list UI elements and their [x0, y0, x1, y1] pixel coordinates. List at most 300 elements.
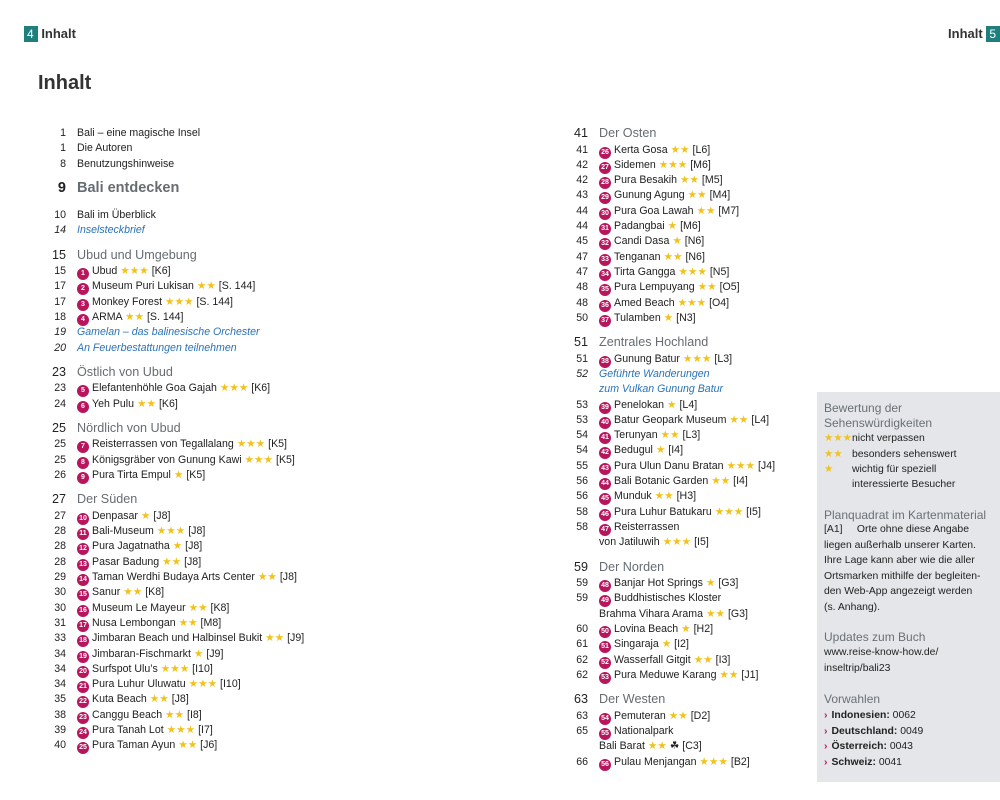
- map-grid-reference: [S. 144]: [218, 280, 256, 293]
- toc-entry-text: [599, 459, 775, 475]
- sight-name: Pasar Badung: [92, 555, 160, 568]
- sight-name: Surfspot Ulu’s: [92, 662, 158, 675]
- sight-number-badge: 17: [77, 620, 89, 632]
- toc-page-number: 54: [576, 429, 588, 442]
- toc-entry-text: [77, 708, 202, 724]
- sight-name: Pura Ulun Danu Bratan: [614, 459, 724, 472]
- toc-page-number: 62: [576, 668, 588, 681]
- sight-number-badge: 34: [599, 269, 611, 281]
- rating-stars-icon: ★★: [136, 397, 156, 410]
- map-grid-reference: [M4]: [709, 189, 731, 202]
- toc-right-column: [566, 126, 816, 786]
- map-grid-reference: [K5]: [268, 438, 287, 451]
- toc-page-number: 15: [54, 265, 66, 277]
- sight-number-badge: 24: [77, 727, 89, 739]
- rating-stars-icon: ★: [667, 398, 677, 411]
- right-page-number: 5: [986, 26, 1000, 42]
- country-name: Österreich:: [831, 741, 887, 752]
- country-name: Deutschland:: [831, 725, 898, 737]
- sight-number-badge: 5: [77, 385, 89, 397]
- toc-entry-text: [77, 723, 213, 739]
- rating-stars-icon: ★★: [705, 607, 725, 620]
- map-grid-reference: [J8]: [279, 571, 297, 583]
- sight-number-badge: 27: [599, 162, 611, 174]
- toc-page-number: 1: [60, 142, 66, 155]
- rating-title-line-2: Sehenswürdigkeiten: [824, 416, 933, 430]
- sight-name: Taman Werdhi Budaya Arts Center: [92, 571, 255, 583]
- toc-page-number: 41: [576, 143, 588, 156]
- rating-stars-icon: ★★★: [682, 352, 712, 365]
- sight-name: Tulamben: [614, 311, 661, 324]
- rating-stars-icon: ★: [193, 647, 204, 660]
- rating-stars-icon: ★★★: [658, 158, 688, 171]
- map-grid-reference: [M6]: [690, 158, 711, 171]
- toc-entry-text: [599, 474, 748, 490]
- sight-number-badge: 40: [599, 417, 611, 429]
- map-grid-reference: [K8]: [145, 586, 165, 599]
- map-grid-reference: [J4]: [757, 459, 776, 472]
- map-grid-reference: [J8]: [153, 509, 171, 522]
- map-grid-reference: [M6]: [680, 220, 701, 232]
- rating-stars-icon: ★: [172, 540, 183, 553]
- toc-page-number: 53: [576, 398, 588, 411]
- map-grid-reference: [I10]: [220, 678, 241, 691]
- sight-number-badge: 42: [599, 447, 611, 459]
- toc-entry-text: [599, 352, 732, 368]
- toc-page-number: 44: [576, 204, 588, 217]
- sight-number-badge: 45: [599, 493, 611, 505]
- toc-entry-text: Der Osten: [599, 126, 657, 140]
- rating-stars-icon: ★: [681, 622, 691, 635]
- updates-url-line[interactable]: www.reise-know-how.de/: [824, 647, 939, 658]
- sight-number-badge: 35: [599, 284, 611, 296]
- toc-page-number: 66: [576, 755, 588, 768]
- rating-stars-icon: ★★: [719, 668, 739, 681]
- rating-stars-icon: ★★: [697, 281, 717, 294]
- toc-entry-text: [599, 637, 689, 653]
- sight-name: Tenganan: [614, 250, 661, 263]
- toc-entry-text: [77, 555, 201, 571]
- rating-stars-icon: ★: [824, 464, 834, 475]
- rating-stars-icon: ★: [667, 220, 678, 232]
- toc-entry-text: [599, 280, 740, 296]
- rating-stars-icon: ★★: [162, 555, 182, 568]
- toc-entry-text: Bali – eine magische Insel: [77, 127, 201, 139]
- rating-stars-icon: ★★★: [165, 295, 194, 308]
- sight-number-badge: 16: [77, 605, 89, 617]
- toc-entry-text: [599, 188, 730, 204]
- toc-page-number: 28: [54, 555, 66, 568]
- toc-entry-text: [599, 755, 750, 771]
- rating-stars-icon: ★★: [124, 310, 144, 323]
- toc-entry-text: zum Vulkan Gunung Batur: [599, 383, 724, 396]
- rating-stars-icon: ★★: [178, 616, 198, 629]
- rating-stars-icon: ★★: [188, 601, 208, 614]
- toc-entry-text: [599, 250, 705, 266]
- map-grid-reference: [M5]: [701, 174, 723, 187]
- toc-page-number: 48: [576, 296, 588, 309]
- rating-description: nicht verpassen: [852, 433, 925, 444]
- sight-name: Pura Tanah Lot: [92, 724, 164, 736]
- toc-entry-text: Benutzungshinweise: [77, 157, 175, 170]
- chevron-right-icon: ›: [824, 741, 828, 752]
- toc-page-number: 63: [573, 692, 588, 707]
- page-title: Inhalt: [38, 72, 92, 94]
- toc-page-number: 48: [576, 281, 588, 294]
- toc-entry-text: [599, 413, 769, 429]
- map-grid-reference: [I3]: [715, 653, 731, 666]
- toc-page-number: 45: [576, 235, 588, 248]
- rating-stars-icon: ★★: [196, 280, 216, 293]
- toc-entry-text: [599, 653, 730, 669]
- sight-name: Reisterrassen: [614, 520, 680, 533]
- sight-name: Reisterrassen von Tegallalang: [92, 438, 234, 451]
- map-grid-reference: [J9]: [287, 632, 305, 645]
- rating-stars-icon: ★★★: [156, 525, 186, 538]
- toc-entry-text: [599, 591, 721, 607]
- toc-entry-text: [599, 234, 704, 250]
- sight-number-badge: 19: [77, 651, 89, 663]
- sight-name: Terunyan: [614, 429, 658, 442]
- toc-entry-text: [599, 204, 739, 220]
- sight-name: Canggu Beach: [92, 708, 163, 721]
- map-grid-reference: [M7]: [718, 204, 740, 217]
- rating-description: besonders sehenswert: [852, 448, 957, 460]
- sight-number-badge: 18: [77, 635, 89, 647]
- rating-description: wichtig für speziell: [852, 464, 937, 475]
- toc-page-number: 28: [54, 540, 66, 553]
- map-grid-reference: [K8]: [210, 601, 230, 614]
- rating-stars-icon: ★★★: [824, 433, 852, 444]
- toc-page-number: 47: [576, 265, 588, 278]
- sight-number-badge: 15: [77, 589, 89, 601]
- sight-name: Pura Meduwe Karang: [614, 668, 717, 681]
- sight-name: von Jatiluwih: [599, 536, 660, 549]
- rating-stars-icon: ★★: [165, 708, 185, 721]
- sight-name: Gunung Agung: [614, 189, 685, 202]
- toc-page-number: 40: [54, 739, 66, 752]
- toc-page-number: 10: [54, 208, 66, 221]
- sight-name: Bali Barat: [599, 740, 645, 753]
- sight-name: Padangbai: [614, 220, 665, 232]
- sight-name: Banjar Hot Springs: [614, 577, 703, 589]
- sight-name: Yeh Pulu: [92, 397, 135, 410]
- plan-description-line: [A1] Orte ohne diese Angabe: [824, 524, 969, 535]
- sight-number-badge: 21: [77, 681, 89, 693]
- country-name: Schweiz:: [831, 756, 876, 768]
- sight-number-badge: 10: [77, 513, 89, 525]
- map-grid-reference: [O4]: [709, 296, 730, 309]
- rating-stars-icon: ★★: [647, 740, 667, 753]
- rating-stars-icon: ★★: [265, 632, 285, 645]
- toc-entry-text: [77, 662, 213, 678]
- map-grid-reference: [G3]: [727, 607, 748, 620]
- rating-stars-icon: ★★: [663, 250, 683, 263]
- toc-page-number: 23: [51, 364, 66, 379]
- toc-page-number: 42: [576, 174, 588, 187]
- updates-url-line[interactable]: inseltrip/bali23: [824, 662, 891, 674]
- toc-entry-text: [77, 453, 295, 469]
- sight-name: Elefantenhöhle Goa Gajah: [92, 382, 217, 395]
- map-grid-reference: [N5]: [709, 265, 730, 278]
- toc-entry-text: Nördlich von Ubud: [77, 420, 181, 435]
- rating-stars-icon: ★★★: [726, 459, 755, 472]
- map-grid-reference: [G3]: [718, 577, 739, 589]
- sight-name: Lovina Beach: [614, 622, 679, 635]
- sight-name: Batur Geopark Museum: [614, 413, 727, 426]
- sight-name: Pura Luhur Batukaru: [614, 505, 712, 518]
- sight-name: Museum Le Mayeur: [92, 601, 186, 614]
- vorwahlen-title: Vorwahlen: [824, 692, 881, 706]
- map-grid-reference: [I7]: [198, 724, 213, 736]
- sight-number-badge: 3: [77, 299, 89, 311]
- sight-number-badge: 38: [599, 356, 611, 368]
- toc-page-number: 59: [576, 592, 588, 605]
- rating-stars-icon: ★★: [696, 204, 716, 217]
- sight-name: Penelokan: [614, 398, 665, 411]
- toc-entry-text: Der Norden: [599, 559, 665, 574]
- sight-name: Monkey Forest: [92, 295, 163, 308]
- country-name: Indonesien:: [831, 710, 890, 721]
- toc-entry-text: [599, 219, 701, 235]
- toc-entry-text: [77, 570, 297, 586]
- toc-page-number: 50: [576, 311, 588, 324]
- toc-entry-text: [599, 505, 761, 521]
- rating-stars-icon: ★★: [824, 448, 843, 460]
- toc-page-number: 31: [54, 616, 66, 629]
- toc-page-number: 35: [54, 693, 66, 706]
- rating-stars-icon: ★★: [149, 693, 169, 706]
- toc-entry-text: Zentrales Hochland: [599, 335, 709, 350]
- rating-stars-icon: ★: [173, 469, 184, 481]
- plan-description-line: Ortsmarken mithilfe der begleiten-: [824, 570, 981, 582]
- sight-name: Munduk: [614, 490, 652, 503]
- toc-page-number: 27: [54, 509, 66, 522]
- sight-number-badge: 30: [599, 208, 611, 220]
- map-grid-reference: [J8]: [184, 555, 202, 568]
- rating-stars-icon: ★★: [668, 709, 688, 722]
- sight-number-badge: 28: [599, 177, 611, 189]
- toc-entry-text: [77, 601, 229, 617]
- sight-number-badge: 33: [599, 254, 611, 266]
- toc-page-number: 25: [54, 438, 66, 451]
- sight-number-badge: 12: [77, 543, 89, 555]
- sight-name: Kuta Beach: [92, 693, 147, 706]
- sight-number-badge: 39: [599, 402, 611, 414]
- toc-page-number: 39: [54, 724, 66, 736]
- toc-entry-text: [77, 295, 233, 311]
- toc-entry-text: [599, 535, 709, 550]
- toc-page-number: 59: [573, 559, 588, 574]
- sight-number-badge: 53: [599, 672, 611, 684]
- toc-page-number: 30: [54, 586, 66, 599]
- toc-entry-text: Ubud und Umgebung: [77, 247, 197, 262]
- right-header-label: Inhalt: [948, 26, 983, 41]
- plan-title: Planquadrat im Kartenmaterial: [824, 508, 987, 522]
- rating-stars-icon: ★★: [257, 571, 277, 583]
- sight-name: Jimbaran Beach und Halbinsel Bukit: [92, 632, 263, 645]
- sight-number-badge: 56: [599, 759, 611, 771]
- sight-number-badge: 7: [77, 441, 89, 453]
- sight-number-badge: 8: [77, 457, 89, 469]
- map-grid-reference: [J8]: [171, 693, 189, 706]
- sight-number-badge: 25: [77, 742, 89, 754]
- map-grid-reference: [H3]: [676, 490, 697, 503]
- toc-entry-text: [599, 520, 679, 536]
- left-page-number: 4: [24, 26, 38, 42]
- sight-number-badge: 54: [599, 713, 611, 725]
- rating-stars-icon: ★★★: [244, 453, 274, 466]
- sight-number-badge: 22: [77, 696, 89, 708]
- rating-stars-icon: ★★★: [166, 724, 196, 736]
- sight-number-badge: 36: [599, 300, 611, 312]
- updates-title: Updates zum Buch: [824, 630, 926, 644]
- sight-name: Sanur: [92, 586, 121, 599]
- sight-number-badge: 14: [77, 574, 89, 586]
- toc-entry-text: [599, 143, 710, 159]
- toc-page-number: 65: [576, 724, 588, 737]
- sight-number-badge: 9: [77, 472, 89, 484]
- map-grid-reference: [J1]: [741, 668, 759, 681]
- rating-stars-icon: ★★: [687, 189, 707, 202]
- toc-entry-text: Die Autoren: [77, 142, 133, 155]
- sight-name: Bedugul: [614, 444, 653, 457]
- sight-number-badge: 29: [599, 192, 611, 204]
- map-grid-reference: [S. 144]: [196, 295, 233, 308]
- sight-number-badge: 50: [599, 626, 611, 638]
- toc-page-number: 42: [576, 158, 588, 171]
- toc-page-number: 30: [54, 601, 66, 614]
- rating-stars-icon: ★★★: [662, 536, 692, 549]
- rating-stars-icon: ★: [705, 577, 716, 589]
- rating-stars-icon: ★: [655, 444, 666, 457]
- toc-entry-text: [77, 677, 241, 693]
- left-running-header: [24, 26, 76, 41]
- map-grid-reference: [I4]: [668, 444, 684, 457]
- plan-description-line: (s. Anhang).: [824, 601, 881, 613]
- chevron-right-icon: ›: [824, 756, 828, 768]
- map-grid-reference: [H2]: [693, 622, 714, 635]
- rating-stars-icon: ★★: [729, 413, 749, 426]
- rating-legend-line: [824, 463, 936, 475]
- sight-name: Buddhistisches Kloster: [614, 592, 722, 605]
- dialing-code-line: [824, 726, 923, 737]
- toc-page-number: 61: [576, 638, 588, 651]
- toc-entry-text: [599, 739, 702, 754]
- dialing-code: 0049: [900, 725, 924, 737]
- toc-entry-text: [77, 647, 223, 663]
- rating-legend-line: [824, 479, 955, 490]
- dialing-code-line: [824, 741, 913, 752]
- toc-page-number: 34: [54, 678, 66, 691]
- dialing-code-line: [824, 710, 916, 721]
- sight-number-badge: 47: [599, 524, 611, 536]
- map-grid-reference: [I10]: [192, 662, 213, 675]
- map-grid-reference: [O5]: [719, 281, 740, 294]
- sight-number-badge: 43: [599, 463, 611, 475]
- map-grid-reference: [I5]: [746, 505, 761, 518]
- toc-entry-text: [599, 622, 713, 638]
- toc-page-number: 9: [57, 179, 66, 196]
- map-grid-reference: [N3]: [676, 311, 696, 324]
- plan-description-line: liegen außerhalb unserer Karten.: [824, 539, 976, 551]
- dialing-code: 0043: [889, 741, 913, 752]
- toc-entry-text: [77, 264, 171, 280]
- plan-description-line: Ihre Lage kann aber wie die aller: [824, 555, 975, 566]
- map-grid-reference: [J6]: [200, 739, 218, 752]
- toc-page-number: 17: [54, 280, 66, 293]
- sight-name: Pura Besakih: [614, 174, 678, 187]
- toc-entry-text: [599, 709, 710, 725]
- sight-name: Kerta Gosa: [614, 143, 668, 156]
- rating-stars-icon: ★★: [711, 475, 731, 487]
- toc-entry-text: [77, 738, 217, 754]
- toc-left-column: [44, 126, 374, 786]
- toc-entry-text: An Feuerbestattungen teilnehmen: [77, 341, 237, 354]
- rating-stars-icon: ★★: [693, 653, 713, 666]
- chevron-right-icon: ›: [824, 710, 828, 721]
- toc-entry-text: [599, 607, 748, 622]
- toc-entry-text: [77, 381, 270, 397]
- map-grid-reference: [J9]: [206, 647, 224, 660]
- rating-stars-icon: ★★★: [677, 296, 707, 309]
- map-grid-reference: [K6]: [251, 382, 271, 395]
- rating-description: interessierte Besucher: [852, 478, 956, 490]
- chevron-right-icon: ›: [824, 725, 828, 737]
- sight-name: Nationalpark: [614, 724, 674, 737]
- map-grid-reference: [I8]: [187, 708, 202, 721]
- toc-page-number: 29: [54, 571, 66, 583]
- sight-number-badge: 52: [599, 657, 611, 669]
- rating-stars-icon: ★★: [679, 174, 699, 187]
- map-grid-reference: [I5]: [694, 536, 709, 549]
- sight-name: Jimbaran-Fischmarkt: [92, 647, 191, 660]
- toc-page-number: 59: [576, 577, 588, 589]
- sight-name: Brahma Vihara Arama: [599, 607, 704, 620]
- rating-stars-icon: ★: [140, 509, 151, 522]
- toc-entry-text: [599, 668, 758, 684]
- toc-entry-text: [77, 437, 287, 453]
- toc-page-number: 19: [54, 326, 66, 339]
- toc-page-number: 52: [576, 367, 588, 380]
- map-grid-reference: [N6]: [684, 235, 705, 248]
- sight-name: Pura Lempuyang: [614, 281, 695, 294]
- sight-number-badge: 49: [599, 595, 611, 607]
- map-grid-reference: [I4]: [733, 475, 748, 487]
- sight-name: Tirta Gangga: [614, 265, 676, 278]
- left-header-label: Inhalt: [41, 26, 76, 41]
- sight-name: Pura Taman Ayun: [92, 739, 176, 752]
- toc-page-number: 41: [573, 126, 588, 140]
- map-grid-reference: [L4]: [751, 413, 770, 426]
- toc-entry-text: [599, 296, 729, 312]
- sight-name: Nusa Lembongan: [92, 616, 176, 629]
- dialing-code-line: [824, 757, 902, 768]
- toc-entry-text: [77, 585, 164, 601]
- toc-entry-text: [599, 443, 683, 459]
- sight-number-badge: 1: [77, 268, 89, 280]
- sight-name: Sidemen: [614, 158, 656, 171]
- sight-number-badge: 20: [77, 666, 89, 678]
- sight-number-badge: 32: [599, 238, 611, 250]
- sight-number-badge: 23: [77, 712, 89, 724]
- toc-page-number: 55: [576, 459, 588, 472]
- sight-number-badge: 37: [599, 315, 611, 327]
- sight-number-badge: 51: [599, 641, 611, 653]
- toc-entry-text: [599, 489, 696, 505]
- map-grid-reference: [L4]: [679, 398, 698, 411]
- toc-entry-text: [599, 173, 723, 189]
